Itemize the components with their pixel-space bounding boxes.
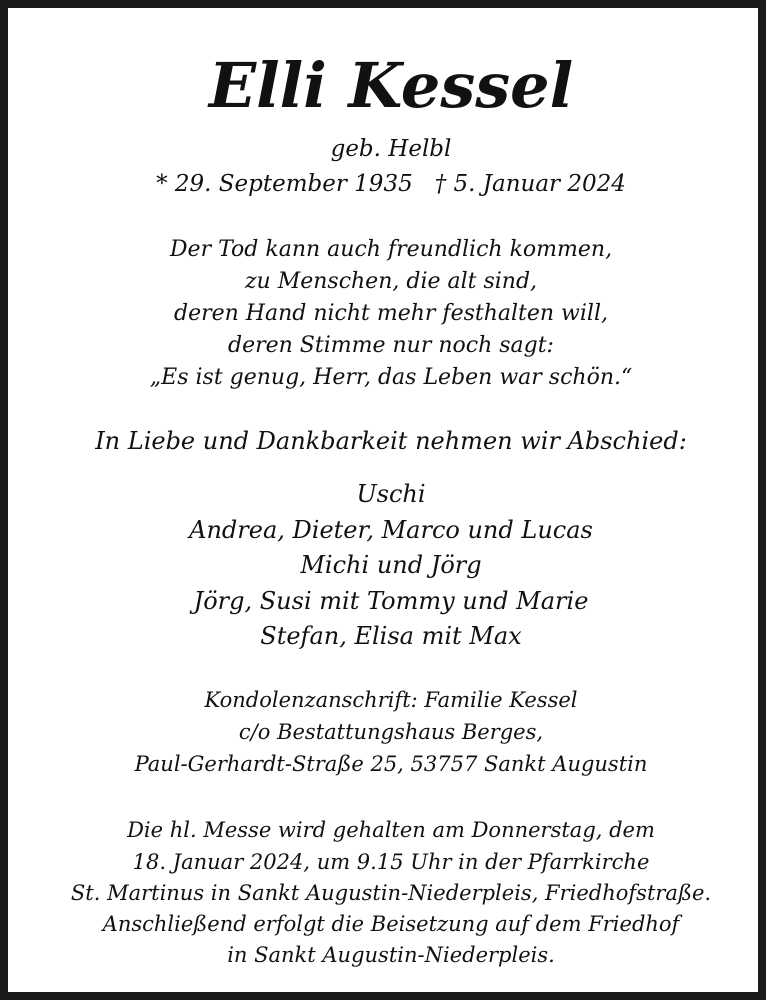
life-dates <box>8 173 766 196</box>
service-info-line: 18. Januar 2024, um 9.15 Uhr in der Pfarrkirche <box>132 850 650 874</box>
mourner-line: Michi und Jörg <box>300 551 482 579</box>
poem-line: Der Tod kann auch freundlich kommen, <box>169 237 613 262</box>
condolence-address-line: c/o Bestattungshaus Berges, <box>238 720 544 744</box>
service-info-line: in Sankt Augustin-Niederpleis. <box>227 943 555 967</box>
mourner-line: Jörg, Susi mit Tommy und Marie <box>193 587 589 615</box>
birth-name: geb. Helbl <box>330 136 452 162</box>
mourner-line: Uschi <box>356 480 426 508</box>
death-date: † 5. Januar 2024 <box>434 171 626 197</box>
deceased-name: Elli Kessel <box>208 49 574 122</box>
poem-line: deren Stimme nur noch sagt: <box>228 333 554 358</box>
service-info-line: St. Martinus in Sankt Augustin-Niederpleis, Friedhofstraße. <box>70 881 712 905</box>
mourner-line: Stefan, Elisa mit Max <box>260 622 522 650</box>
service-info-line: Die hl. Messe wird gehalten am Donnerstag, dem <box>127 818 655 842</box>
poem-line: „Es ist genug, Herr, das Leben war schön.“ <box>149 365 633 390</box>
birth-date: * 29. September 1935 <box>156 171 413 197</box>
condolence-address-line: Paul-Gerhardt-Straße 25, 53757 Sankt Augustin <box>134 752 648 776</box>
poem-line: deren Hand nicht mehr festhalten will, <box>173 301 608 326</box>
poem-line: zu Menschen, die alt sind, <box>244 269 538 294</box>
farewell-heading: In Liebe und Dankbarkeit nehmen wir Abschied: <box>95 427 687 455</box>
mourner-line: Andrea, Dieter, Marco und Lucas <box>189 516 593 544</box>
condolence-address-line: Kondolenzanschrift: Familie Kessel <box>204 688 578 712</box>
service-info-line: Anschließend erfolgt die Beisetzung auf dem Friedhof <box>102 912 680 936</box>
